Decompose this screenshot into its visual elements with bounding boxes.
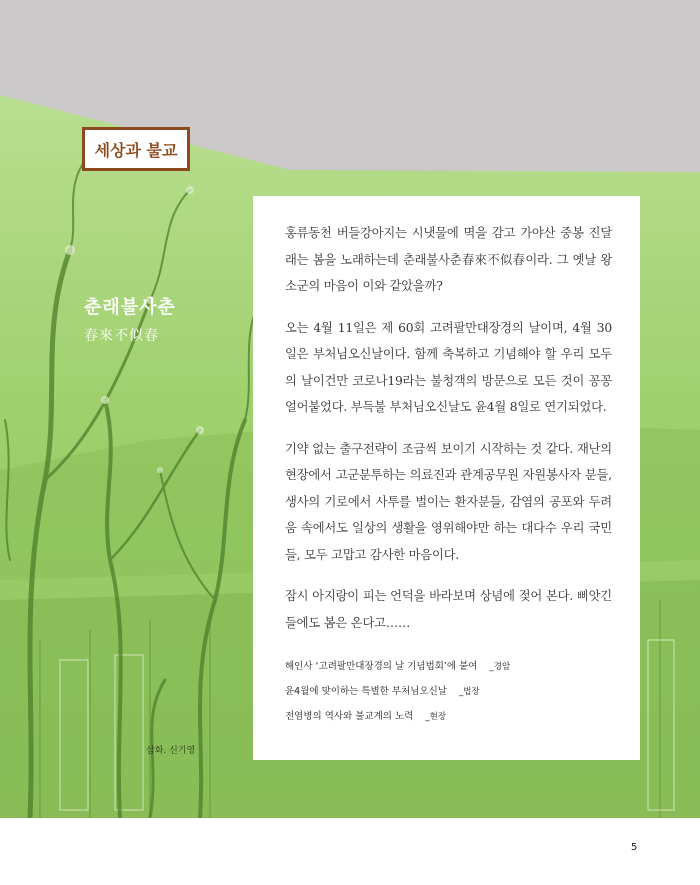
related-article-source: _법장	[458, 687, 480, 697]
body-paragraph: 홍류동천 버들강아지는 시냇물에 멱을 감고 가야산 중봉 진달래는 봄을 노래하는데 춘래불사춘春來不似春이라. 그 옛날 왕소군의 마음이 이와 같았을까?	[285, 226, 612, 293]
related-article-title: 해인사 ‘고려팔만대장경의 날 기념법회’에 붙여	[285, 661, 478, 672]
related-articles	[285, 654, 510, 729]
headline-hanja: 春來不似春	[84, 328, 159, 344]
related-article-title: 전염병의 역사와 불교계의 노력	[285, 711, 414, 722]
headline-title: 춘래불사춘	[84, 297, 176, 318]
page-number: 5	[631, 842, 638, 853]
body-paragraph: 기약 없는 출구전략이 조금씩 보이기 시작하는 것 같다. 재난의 현장에서 고군분투하는 의료진과 관계공무원 자원봉사자 분들, 생사의 기로에서 사투를 벌이는 환자분들, 감염의 공포와 두려움 속에서도 일상의 생활을 영위해야만 하는 대다수 우리 국민들, 모두 고맙고 감사한 마음이다.	[285, 441, 612, 562]
related-article-item[interactable]	[285, 654, 510, 679]
photo-credit: 삽화. 신기영	[146, 746, 196, 756]
related-article-item[interactable]	[285, 704, 510, 729]
related-article-source: _경암	[489, 662, 511, 672]
section-tag-label: 세상과 불교	[85, 130, 187, 168]
article-card	[253, 196, 640, 760]
related-article-title: 윤4월에 맞이하는 특별한 부처님오신날	[285, 686, 447, 697]
body-paragraph: 잠시 아지랑이 피는 언덕을 바라보며 상념에 젖어 본다. 삐앗긴 들에도 봄은 온다고……	[285, 589, 612, 630]
related-article-item[interactable]	[285, 679, 510, 704]
related-article-source: _현장	[425, 712, 447, 722]
body-paragraph: 오는 4월 11일은 제 60회 고려팔만대장경의 날이며, 4월 30일은 부처님오신날이다. 함께 축복하고 기념해야 할 우리 모두의 날이건만 코로나19라는 불청객의 방문으로 모든 것이 꽁꽁 얼어붙었다. 부득불 부처님오신날도 윤4월 8일로 연기되었다.	[285, 320, 612, 414]
section-tag	[82, 127, 190, 171]
headline	[84, 293, 176, 345]
